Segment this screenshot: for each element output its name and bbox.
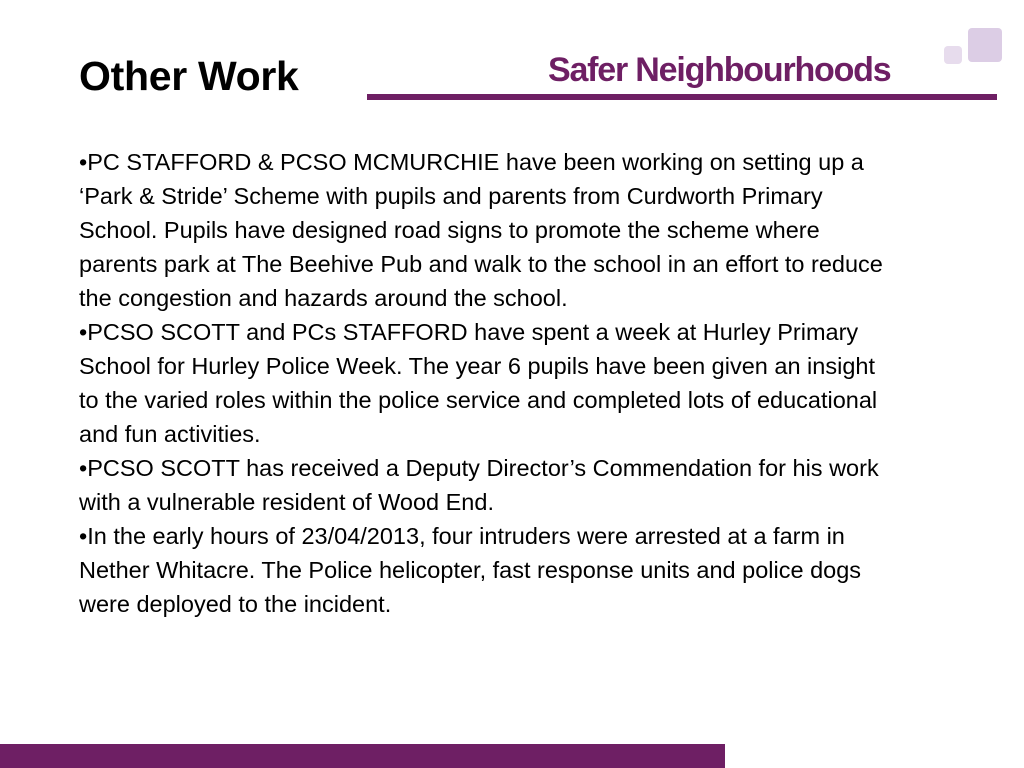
bullet-item-commendation: •PCSO SCOTT has received a Deputy Director’s Commendation for his work with a vulnerable resident of Wood End. [79, 455, 879, 515]
footer-bar [0, 744, 725, 768]
bullet-item-police-week: •PCSO SCOTT and PCs STAFFORD have spent a week at Hurley Primary School for Hurley Police Week. The year 6 pupils have been given an insight to the varied roles within the police service and completed lots of educational and fun activities. [79, 319, 878, 447]
bullet-item-arrests: •In the early hours of 23/04/2013, four intruders were arrested at a farm in Nether Whitacre. The Police helicopter, fast response units and police dogs were deployed to the incident. [79, 523, 862, 617]
header-divider [367, 94, 997, 100]
bullet-item-park-and-stride: •PC STAFFORD & PCSO MCMURCHIE have been working on setting up a ‘Park & Stride’ Scheme with pupils and parents from Curdworth Primary School. Pupils have designed road signs to promote the scheme where parents park at The Beehive Pub and walk to the school in an effort to reduce the congestion and hazards around the school. [79, 149, 883, 311]
logo-square-large [968, 28, 1002, 62]
bullet-list [79, 145, 889, 621]
brand-logo-text: Safer Neighbourhoods [548, 51, 891, 89]
slide-title: Other Work [79, 53, 299, 99]
logo-square-small [944, 46, 962, 64]
logo-squares-icon [944, 24, 1006, 68]
